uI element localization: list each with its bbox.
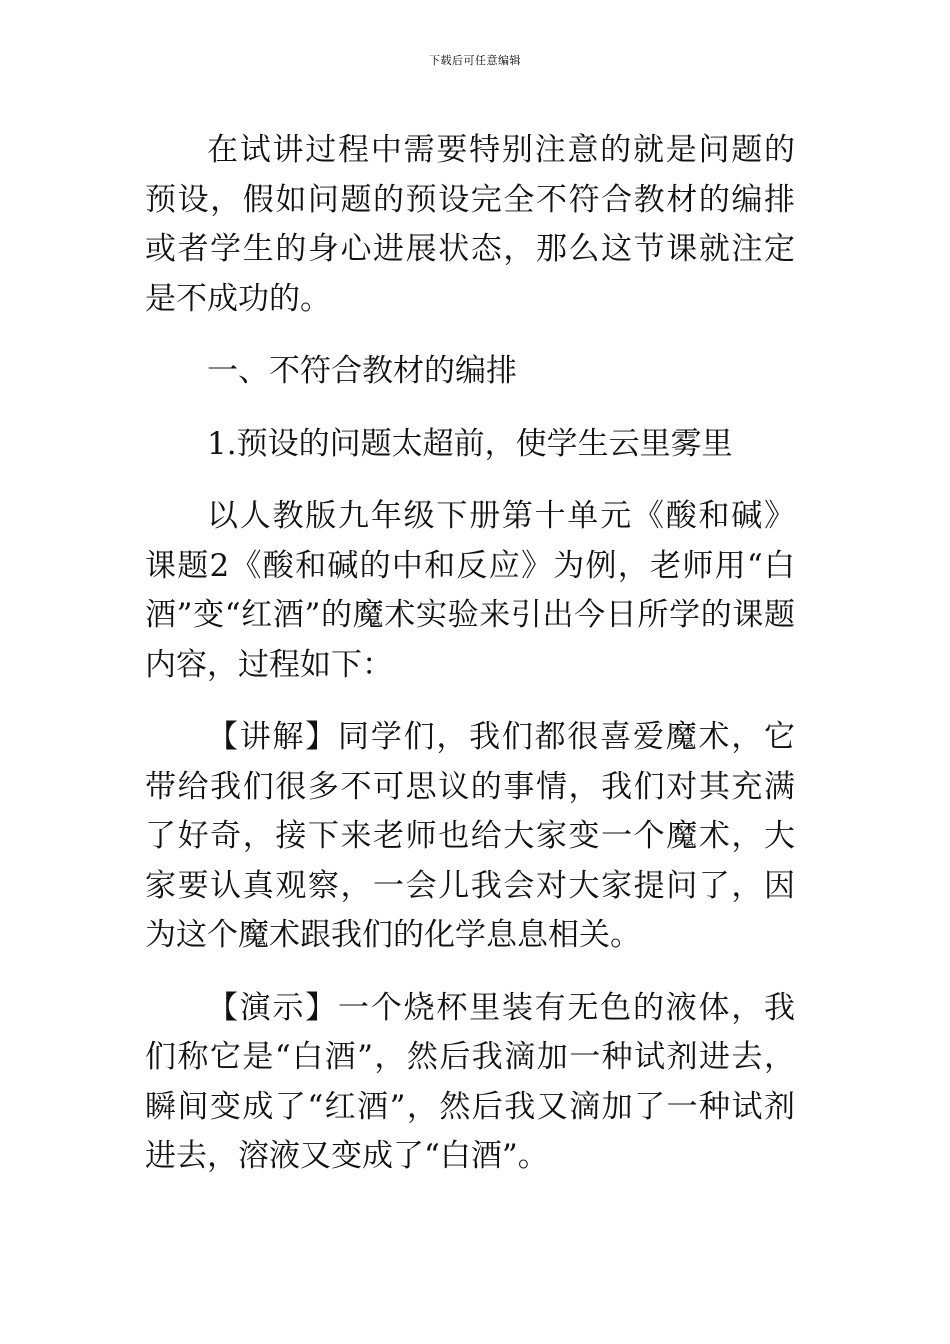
- page-header: 下载后可任意编辑: [429, 54, 521, 67]
- explanation-paragraph: 【讲解】同学们，我们都很喜爱魔术，它带给我们很多不可思议的事情，我们对其充满了好奇，接下来老师也给大家变一个魔术，大家要认真观察，一会儿我会对大家提问了，因为这个魔术跟我们的化学息息相关。: [145, 719, 795, 953]
- section-heading: 一、不符合教材的编排: [207, 353, 517, 389]
- example-paragraph: 以人教版九年级下册第十单元《酸和碱》课题2《酸和碱的中和反应》为例，老师用“白酒”变“红酒”的魔术实验来引出今日所学的课题内容，过程如下：: [145, 498, 795, 683]
- intro-paragraph: 在试讲过程中需要特别注意的就是问题的预设，假如问题的预设完全不符合教材的编排或者学生的身心进展状态，那么这节课就注定是不成功的。: [145, 132, 795, 317]
- subsection-heading: 1.预设的问题太超前，使学生云里雾里: [207, 425, 733, 462]
- document-body: [145, 126, 795, 1205]
- demonstration-paragraph: 【演示】一个烧杯里装有无色的液体，我们称它是“白酒”，然后我滴加一种试剂进去，瞬间变成了“红酒”，然后我又滴加了一种试剂进去，溶液又变成了“白酒”。: [145, 989, 795, 1174]
